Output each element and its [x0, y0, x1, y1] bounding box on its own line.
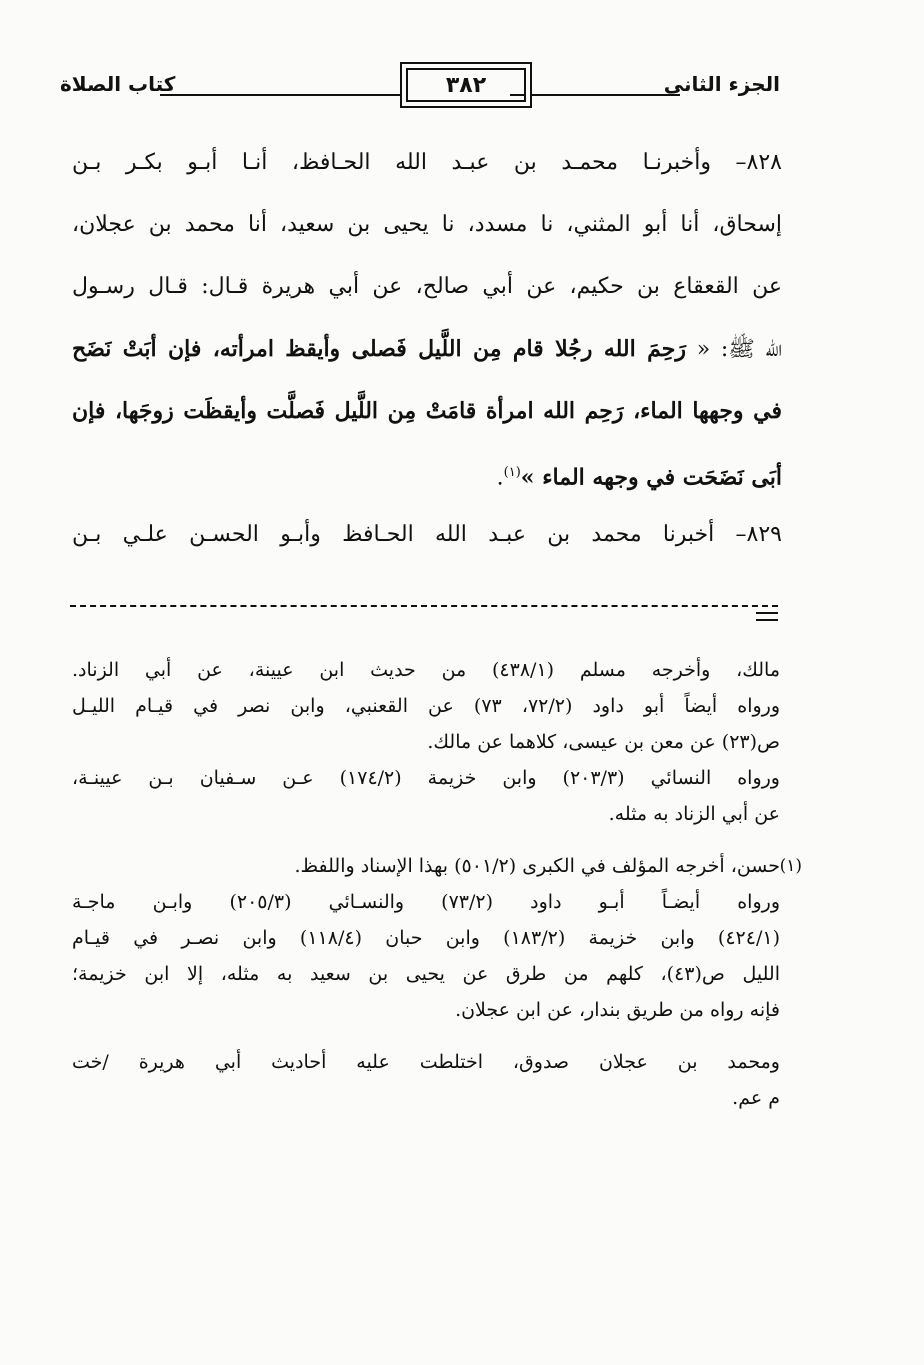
text-line: ٨٢٩– أخبرنا محمد بن عبـد الله الحـافظ وأبـو الحسـن علـي بـن [72, 522, 782, 547]
footnote-line: ورواه النسائي (٢٠٣/٣) وابن خزيمة (١٧٤/٢) عـن سـفيان بـن عيينـة، [72, 767, 780, 789]
hadith-intro: الله ﷺ: « [696, 337, 783, 362]
footnote-line: ومحمد بن عجلان صدوق، اختلطت عليه أحاديث أبي هريرة /خت [72, 1051, 780, 1073]
footnote-separator [70, 597, 778, 627]
dashed-rule [70, 605, 778, 607]
text-line: ٨٢٨– وأخبرنـا محمـد بن عبـد الله الحـافظ، أنـا أبـو بكـر بـن [72, 150, 782, 175]
header-rule-left [160, 94, 400, 96]
footnote-line: ص(٢٣) عن معن بن عيسى، كلاهما عن مالك. [427, 731, 780, 753]
footnote-text: حسن، أخرجه المؤلف في الكبرى (٥٠١/٢) بهذا الإسناد واللفظ. [294, 855, 780, 877]
hadith-line [72, 442, 782, 504]
footnote-line: فإنه رواه من طريق بندار، عن ابن عجلان. [455, 999, 780, 1021]
footnote-ref: (١) [503, 465, 521, 480]
footnotes [72, 652, 802, 1116]
page-number: ٣٨٢ [400, 62, 532, 108]
footnote-line: م عم. [732, 1087, 780, 1109]
footnote-line: (٤٢٤/١) وابن خزيمة (١٨٣/٢) وابن حبان (١١٨/٤) وابن نصـر في قيـام [72, 927, 780, 949]
header-rule-right [510, 94, 680, 96]
running-header [60, 62, 780, 110]
hadith-text: رَحِمَ الله رجُلا قام مِن اللَّيل فَصلى وأيقظ امرأته، فإن أبَتْ نَضَح [72, 336, 686, 362]
footnote-line: ورواه أيضاً أبو داود (٧٢/٢، ٧٣) عن القعنبي، وابن نصر في قيـام الليـل [72, 695, 781, 717]
text-line [72, 318, 782, 380]
footnote-number: (١) [779, 856, 802, 876]
volume-title: الجزء الثاني [663, 72, 780, 96]
hadith-end: أبَى نَضَحَت في وجهه الماء » [520, 464, 782, 491]
footnote-line: الليل ص(٤٣)، كلهم من طرق عن يحيى بن سعيد به مثله، إلا ابن خزيمة؛ [72, 963, 780, 985]
footnote-line: ورواه أيضـاً أبـو داود (٧٣/٢) والنسـائي (٢٠٥/٣) وابـن ماجـة [72, 891, 780, 913]
period: . [496, 465, 504, 491]
footnote-line: مالك، وأخرجه مسلم (٤٣٨/١) من حديث ابن عيينة، عن أبي الزناد. [72, 659, 780, 681]
text-line: عن القعقاع بن حكيم، عن أبي صالح، عن أبي هريرة قـال: قـال رسـول [72, 274, 782, 299]
hadith-line: في وجهها الماء، رَحِم الله امرأة قامَتْ مِن اللَّيل فَصلَّت وأيقظَت زوجَها، فإن [72, 398, 782, 424]
footnote-line [72, 848, 802, 884]
text-line: إسحاق، أنا أبو المثني، نا مسدد، نا يحيى بن سعيد، أنا محمد بن عجلان، [72, 212, 782, 237]
continuation-mark [756, 607, 778, 621]
footnote-line: عن أبي الزناد به مثله. [608, 803, 780, 825]
chapter-title: كتاب الصلاة [60, 72, 176, 96]
main-text [72, 132, 782, 566]
